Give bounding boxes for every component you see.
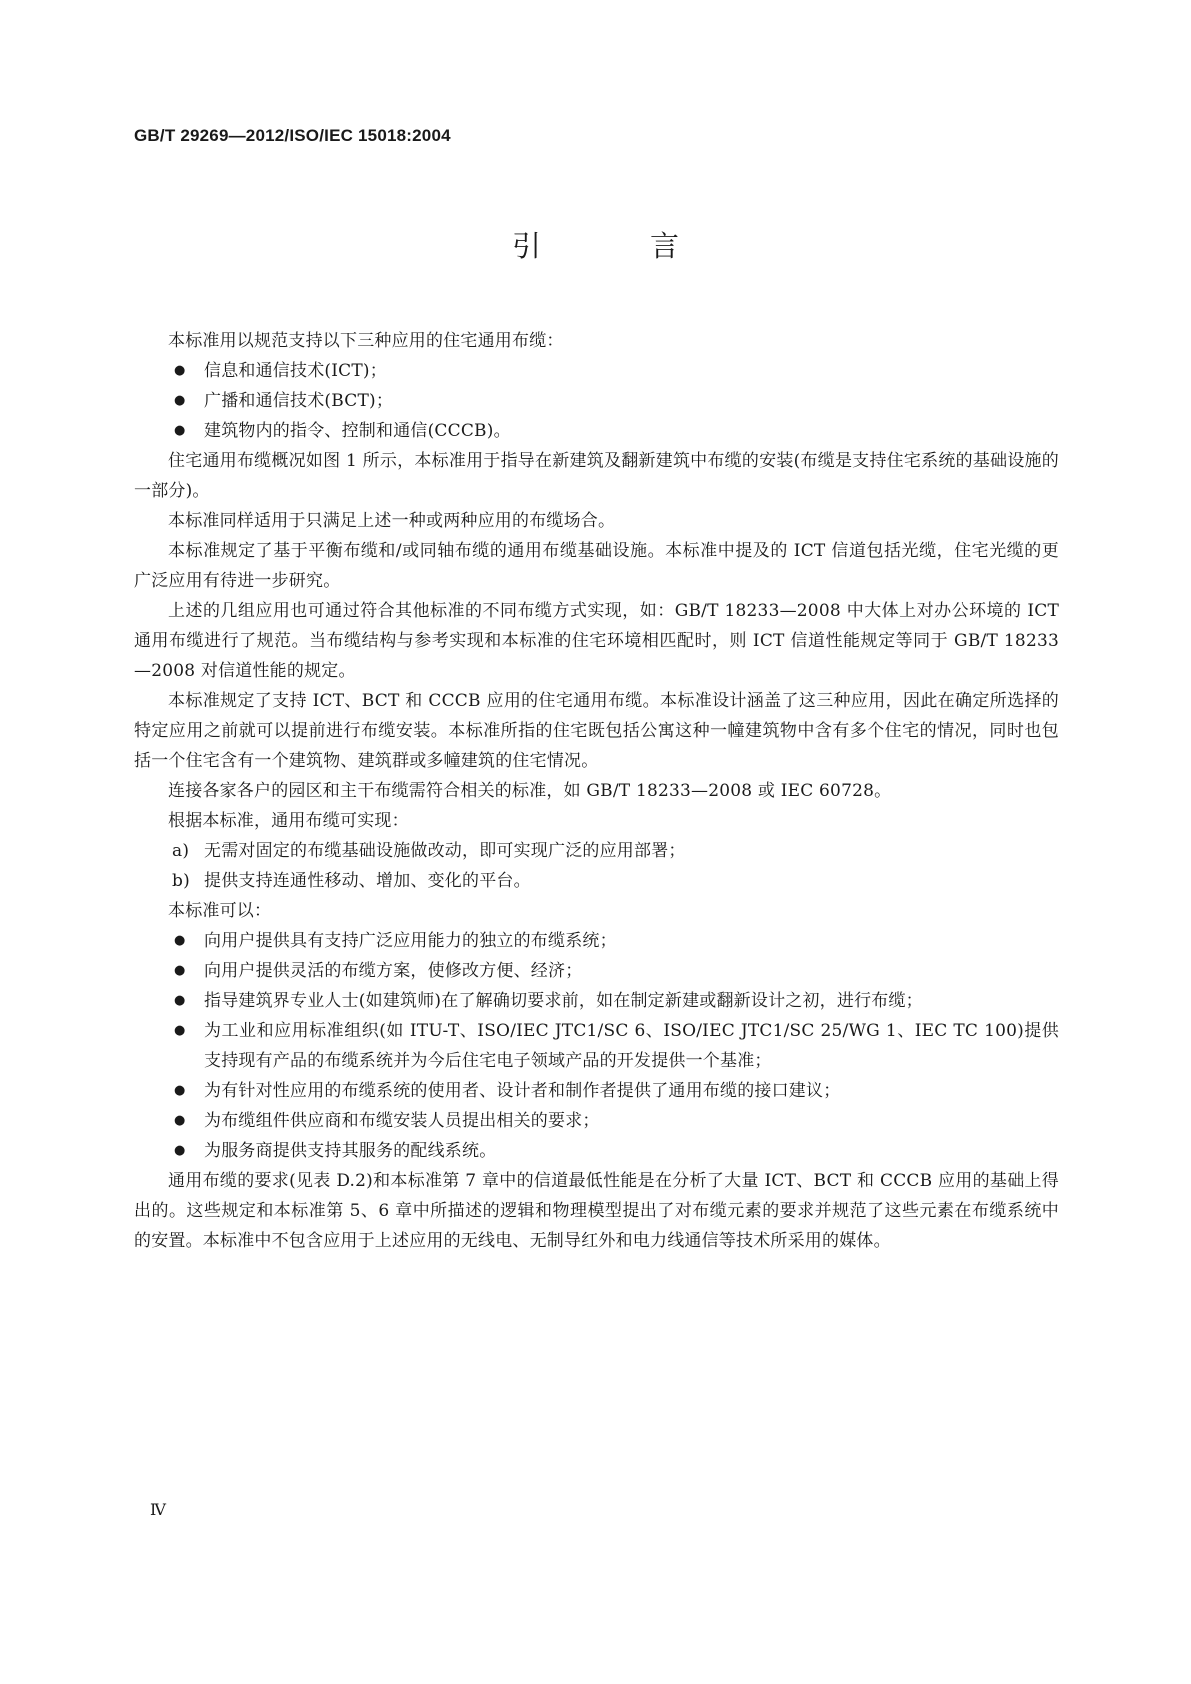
list-item xyxy=(134,356,1059,386)
paragraph: 住宅通用布缆概况如图 1 所示，本标准用于指导在新建筑及翻新建筑中布缆的安装(布缆是支持住宅系统的基础设施的一部分)。 xyxy=(134,451,1059,501)
bullet-icon: ● xyxy=(174,423,186,438)
bullet-icon: ● xyxy=(174,1143,186,1158)
list-item-text: 为有针对性应用的布缆系统的使用者、设计者和制作者提供了通用布缆的接口建议； xyxy=(204,1081,841,1101)
list-item-text: 信息和通信技术(ICT)； xyxy=(204,361,387,381)
list-marker: a) xyxy=(172,841,190,861)
paragraph: 上述的几组应用也可通过符合其他标准的不同布缆方式实现，如：GB/T 18233—2008 中大体上对办公环境的 ICT 通用布缆进行了规范。当布缆结构与参考实现和本标准的住宅环境相匹配时，则 ICT 信道性能规定等同于 GB/T 18233—2008 对信道性能的规定。 xyxy=(134,601,1059,681)
list-item xyxy=(134,836,1059,866)
list-item-text: 建筑物内的指令、控制和通信(CCCB)。 xyxy=(204,421,511,441)
paragraph: 本标准可以： xyxy=(168,901,272,921)
list-item xyxy=(134,1076,1059,1106)
list-item-text: 为工业和应用标准组织(如 ITU-T、ISO/IEC JTC1/SC 6、ISO/IEC JTC1/SC 25/WG 1、IEC TC 100)提供支持现有产品的布缆系统并为今后住宅电子领域产品的开发提供一个基准； xyxy=(204,1021,1059,1071)
paragraph: 本标准规定了支持 ICT、BCT 和 CCCB 应用的住宅通用布缆。本标准设计涵盖了这三种应用，因此在确定所选择的特定应用之前就可以提前进行布缆安装。本标准所指的住宅既包括公寓这种一幢建筑物中含有多个住宅的情况，同时也包括一个住宅含有一个建筑物、建筑群或多幢建筑的住宅情况。 xyxy=(134,691,1059,771)
list-item xyxy=(134,416,1059,446)
bullet-icon: ● xyxy=(174,933,186,948)
bullet-icon: ● xyxy=(174,993,186,1008)
paragraph: 根据本标准，通用布缆可实现： xyxy=(168,811,409,831)
bullet-icon: ● xyxy=(174,363,186,378)
list-item-text: 提供支持连通性移动、增加、变化的平台。 xyxy=(204,871,531,891)
document-body xyxy=(134,326,1059,1256)
list-item xyxy=(134,1136,1059,1166)
list-item xyxy=(134,386,1059,416)
list-item-text: 向用户提供具有支持广泛应用能力的独立的布缆系统； xyxy=(204,931,617,951)
bullet-icon: ● xyxy=(174,1113,186,1128)
list-marker: b) xyxy=(172,871,190,891)
list-item-text: 广播和通信技术(BCT)； xyxy=(204,391,394,411)
paragraph: 通用布缆的要求(见表 D.2)和本标准第 7 章中的信道最低性能是在分析了大量 ICT、BCT 和 CCCB 应用的基础上得出的。这些规定和本标准第 5、6 章中所描述的逻辑和物理模型提出了对布缆元素的要求并规范了这些元素在布缆系统中的安置。本标准中不包含应用于上述应用的无线电、无制导红外和电力线通信等技术所采用的媒体。 xyxy=(134,1171,1059,1251)
bullet-icon: ● xyxy=(174,1023,186,1038)
page-title: 引 言 xyxy=(511,229,719,263)
list-item-text: 向用户提供灵活的布缆方案，使修改方便、经济； xyxy=(204,961,583,981)
bullet-icon: ● xyxy=(174,393,186,408)
list-item xyxy=(134,866,1059,896)
list-item xyxy=(134,956,1059,986)
list-item-text: 为服务商提供支持其服务的配线系统。 xyxy=(204,1141,497,1161)
paragraph: 本标准规定了基于平衡布缆和/或同轴布缆的通用布缆基础设施。本标准中提及的 ICT 信道包括光缆，住宅光缆的更广泛应用有待进一步研究。 xyxy=(134,541,1059,591)
page-number: Ⅳ xyxy=(150,1500,166,1519)
paragraph: 本标准同样适用于只满足上述一种或两种应用的布缆场合。 xyxy=(168,511,616,531)
bullet-icon: ● xyxy=(174,1083,186,1098)
list-item xyxy=(134,1106,1059,1136)
list-item-text: 为布缆组件供应商和布缆安装人员提出相关的要求； xyxy=(204,1111,600,1131)
paragraph: 本标准用以规范支持以下三种应用的住宅通用布缆： xyxy=(168,331,564,351)
bullet-icon: ● xyxy=(174,963,186,978)
list-item xyxy=(134,986,1059,1016)
list-item xyxy=(134,1016,1059,1076)
list-item-text: 指导建筑界专业人士(如建筑师)在了解确切要求前，如在制定新建或翻新设计之初，进行布缆； xyxy=(204,991,923,1011)
list-item xyxy=(134,926,1059,956)
paragraph: 连接各家各户的园区和主干布缆需符合相关的标准，如 GB/T 18233—2008 或 IEC 60728。 xyxy=(168,781,892,801)
list-item-text: 无需对固定的布缆基础设施做改动，即可实现广泛的应用部署； xyxy=(204,841,686,861)
standard-header: GB/T 29269—2012/ISO/IEC 15018:2004 xyxy=(134,126,451,145)
